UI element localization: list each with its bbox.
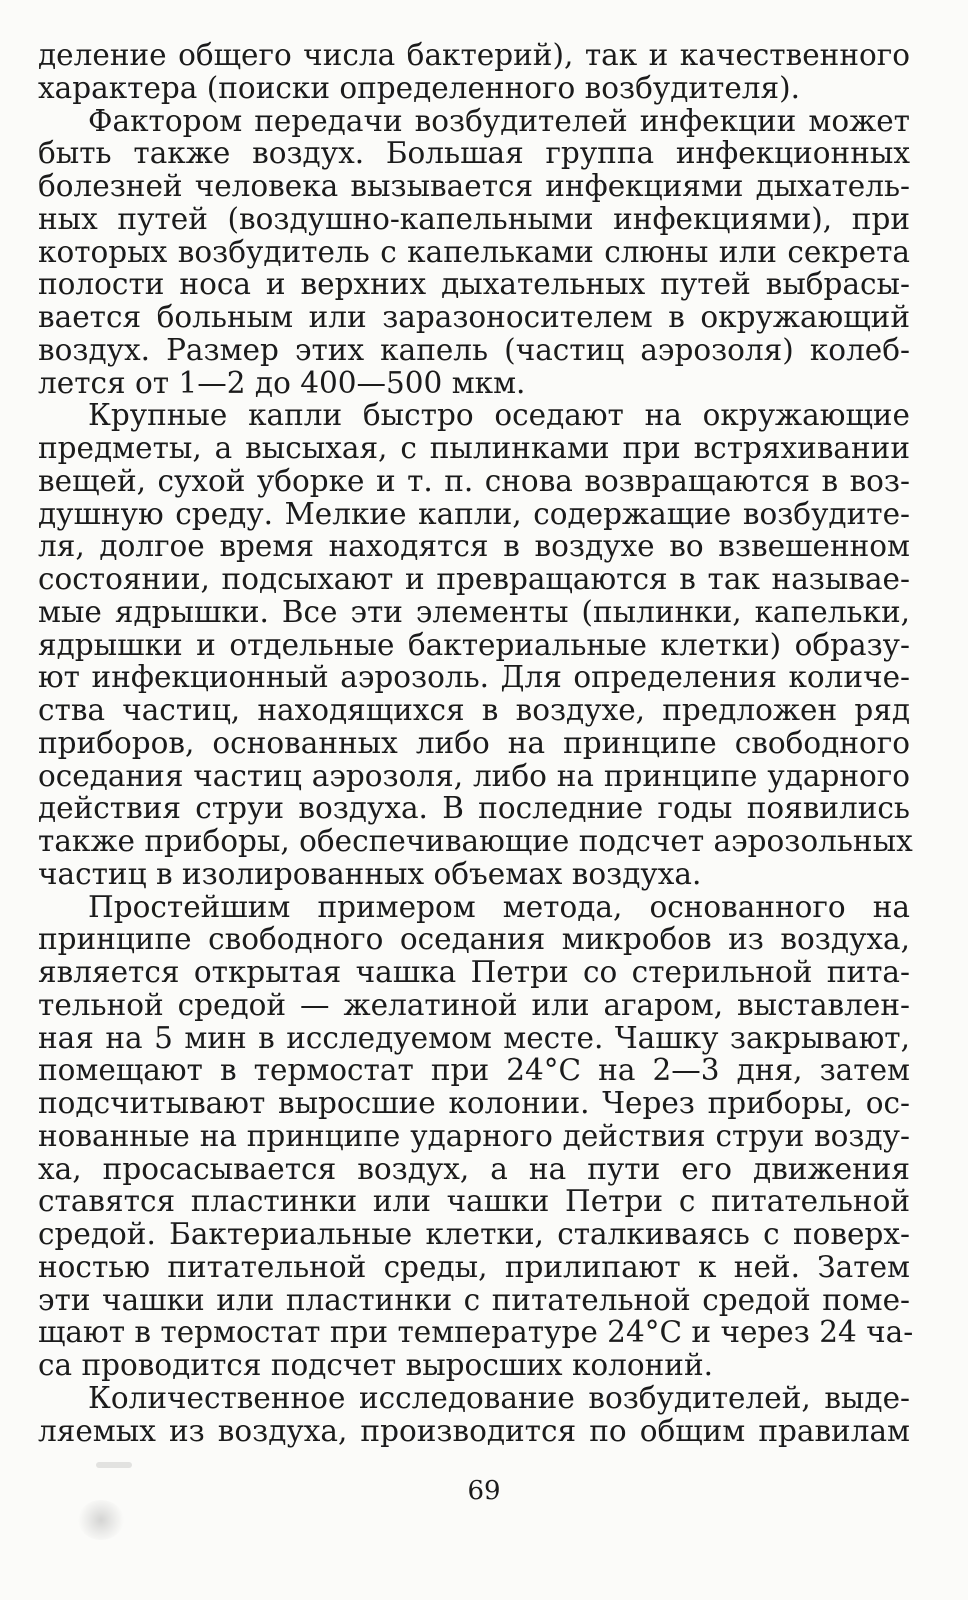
text-line: которых возбудитель с капельками слюны или секрета bbox=[38, 234, 910, 269]
page-smudge bbox=[96, 1462, 132, 1468]
text-line: душную среду. Мелкие капли, содержащие возбудите- bbox=[38, 496, 910, 531]
text-line: болезней человека вызывается инфекциями дыхатель- bbox=[38, 169, 910, 203]
text-line: оседания частиц аэрозоля, либо на принципе ударного bbox=[38, 758, 910, 793]
text-line: ха, просасывается воздух, а на пути его движения bbox=[38, 1151, 910, 1186]
text-line: предметы, а высыхая, с пылинками при встряхивании bbox=[38, 431, 910, 465]
text-line: Количественное исследование возбудителей, выде- bbox=[88, 1380, 910, 1415]
text-line: эти чашки или пластинки с питательной средой поме- bbox=[38, 1282, 910, 1317]
text-line: вещей, сухой уборке и т. п. снова возвращаются в воз- bbox=[38, 463, 910, 498]
body-text bbox=[38, 38, 914, 1448]
text-line: мые ядрышки. Все эти элементы (пылинки, капельки, bbox=[38, 594, 910, 629]
text-line: ных путей (воздушно-капельными инфекциями), при bbox=[38, 201, 910, 236]
text-line: ства частиц, находящихся в воздухе, предложен ряд bbox=[38, 693, 910, 727]
text-line: ют инфекционный аэрозоль. Для определения количе- bbox=[38, 660, 910, 695]
text-line: лется от 1—2 до 400—500 мкм. bbox=[38, 365, 526, 400]
text-line: ставятся пластинки или чашки Петри с питательной bbox=[38, 1184, 910, 1219]
text-line: вается больным или заразоносителем в окружающий bbox=[38, 300, 910, 334]
text-line: ля, долгое время находятся в воздухе во взвешенном bbox=[38, 529, 910, 564]
page-number: 69 bbox=[467, 1476, 501, 1506]
text-line: щают в термостат при температуре 24°С и через 24 ча- bbox=[38, 1315, 914, 1350]
text-line: состоянии, подсыхают и превращаются в так называе- bbox=[38, 562, 910, 596]
text-line: также приборы, обеспечивающие подсчет аэрозольных bbox=[38, 824, 913, 858]
text-line: са проводится подсчет выросших колоний. bbox=[38, 1348, 713, 1382]
text-line: действия струи воздуха. В последние годы появились bbox=[38, 791, 910, 826]
text-line: ная на 5 мин в исследуемом месте. Чашку закрывают, bbox=[38, 1020, 910, 1055]
text-line: ядрышки и отдельные бактериальные клетки) образу- bbox=[38, 627, 910, 662]
text-line: нованные на принципе ударного действия струи возду- bbox=[38, 1118, 910, 1153]
text-line: ностью питательной среды, прилипают к ней. Затем bbox=[38, 1249, 910, 1284]
text-line: помещают в термостат при 24°С на 2—3 дня, затем bbox=[38, 1053, 910, 1088]
text-line: является открытая чашка Петри со стерильной пита- bbox=[38, 955, 910, 989]
text-line: принципе свободного оседания микробов из воздуха, bbox=[38, 922, 910, 957]
text-line: деление общего числа бактерий), так и качественного bbox=[38, 38, 910, 72]
text-line: воздух. Размер этих капель (частиц аэрозоля) колеб- bbox=[38, 332, 910, 367]
text-line: быть также воздух. Большая группа инфекционных bbox=[38, 136, 910, 171]
text-line: частиц в изолированных объемах воздуха. bbox=[38, 856, 702, 891]
text-line: приборов, основанных либо на принципе свободного bbox=[38, 725, 910, 760]
text-line: полости носа и верхних дыхательных путей выбрасы- bbox=[38, 267, 910, 302]
text-line: ляемых из воздуха, производится по общим правилам bbox=[38, 1413, 910, 1448]
text-line: Крупные капли быстро оседают на окружающие bbox=[88, 398, 910, 433]
text-line: Фактором передачи возбудителей инфекции может bbox=[88, 103, 910, 138]
text-line: тельной средой — желатиной или агаром, выставлен- bbox=[38, 987, 910, 1022]
text-line: средой. Бактериальные клетки, сталкиваясь с поверх- bbox=[38, 1217, 910, 1251]
text-line: подсчитывают выросшие колонии. Через приборы, ос- bbox=[38, 1086, 910, 1120]
text-line: Простейшим примером метода, основанного на bbox=[88, 889, 910, 924]
text-line: характера (поиски определенного возбудителя). bbox=[38, 70, 801, 105]
page-smudge bbox=[78, 1500, 124, 1540]
